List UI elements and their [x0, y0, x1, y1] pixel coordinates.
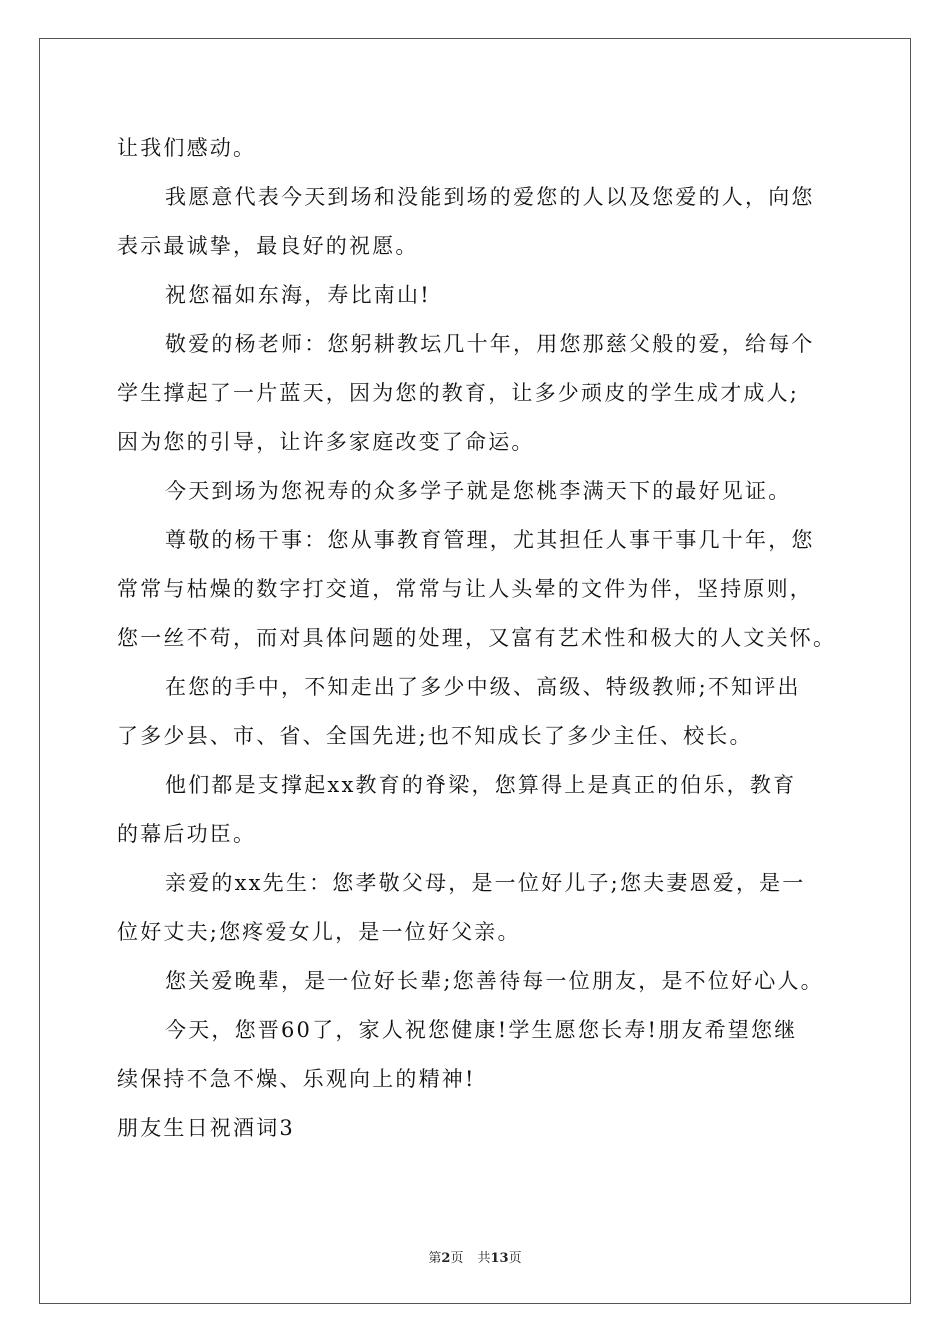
- text-line: 表示最诚挚，最良好的祝愿。: [117, 234, 419, 258]
- page-prefix: 第: [428, 1251, 442, 1266]
- text-line: 让我们感动。: [117, 136, 257, 160]
- text-line: 因为您的引导，让许多家庭改变了命运。: [117, 430, 535, 454]
- text-line: 学生撑起了一片蓝天，因为您的教育，让多少顽皮的学生成才成人;: [117, 381, 800, 405]
- page-footer: [0, 1247, 950, 1266]
- text-line: 亲爱的xx先生：您孝敬父母，是一位好儿子;您夫妻恩爱，是一: [165, 871, 806, 895]
- page-current: 2: [441, 1251, 451, 1266]
- section-heading: 朋友生日祝酒词3: [117, 1116, 295, 1140]
- total-suffix: 页: [508, 1251, 522, 1266]
- text-line: 他们都是支撑起xx教育的脊梁，您算得上是真正的伯乐，教育: [165, 773, 797, 797]
- text-line: 位好丈夫;您疼爱女儿，是一位好父亲。: [117, 920, 521, 944]
- text-line: 敬爱的杨老师：您躬耕教坛几十年，用您那慈父般的爱，给每个: [165, 332, 815, 356]
- text-line: 在您的手中，不知走出了多少中级、高级、特级教师;不知评出: [165, 675, 801, 699]
- text-line: 祝您福如东海，寿比南山!: [165, 283, 431, 307]
- text-line: 常常与枯燥的数字打交道，常常与让人头晕的文件为伴，坚持原则，: [117, 577, 813, 601]
- document-body: [117, 124, 839, 1153]
- text-line: 您一丝不苟，而对具体问题的处理，又富有艺术性和极大的人文关怀。: [117, 626, 837, 650]
- text-line: 您关爱晚辈，是一位好长辈;您善待每一位朋友，是不位好心人。: [165, 969, 824, 993]
- text-line: 今天到场为您祝寿的众多学子就是您桃李满天下的最好见证。: [165, 479, 792, 503]
- total-prefix: 共: [477, 1251, 491, 1266]
- text-line: 续保持不急不燥、乐观向上的精神!: [117, 1067, 476, 1091]
- page-suffix: 页: [450, 1251, 464, 1266]
- text-line: 尊敬的杨干事：您从事教育管理，尤其担任人事干事几十年，您: [165, 528, 815, 552]
- text-line: 了多少县、市、省、全国先进;也不知成长了多少主任、校长。: [117, 724, 753, 748]
- text-line: 今天，您晋60了，家人祝您健康!学生愿您长寿!朋友希望您继: [165, 1018, 798, 1042]
- text-line: 的幕后功臣。: [117, 822, 257, 846]
- text-line: 我愿意代表今天到场和没能到场的爱您的人以及您爱的人，向您: [165, 185, 815, 209]
- page-total: 13: [490, 1251, 509, 1266]
